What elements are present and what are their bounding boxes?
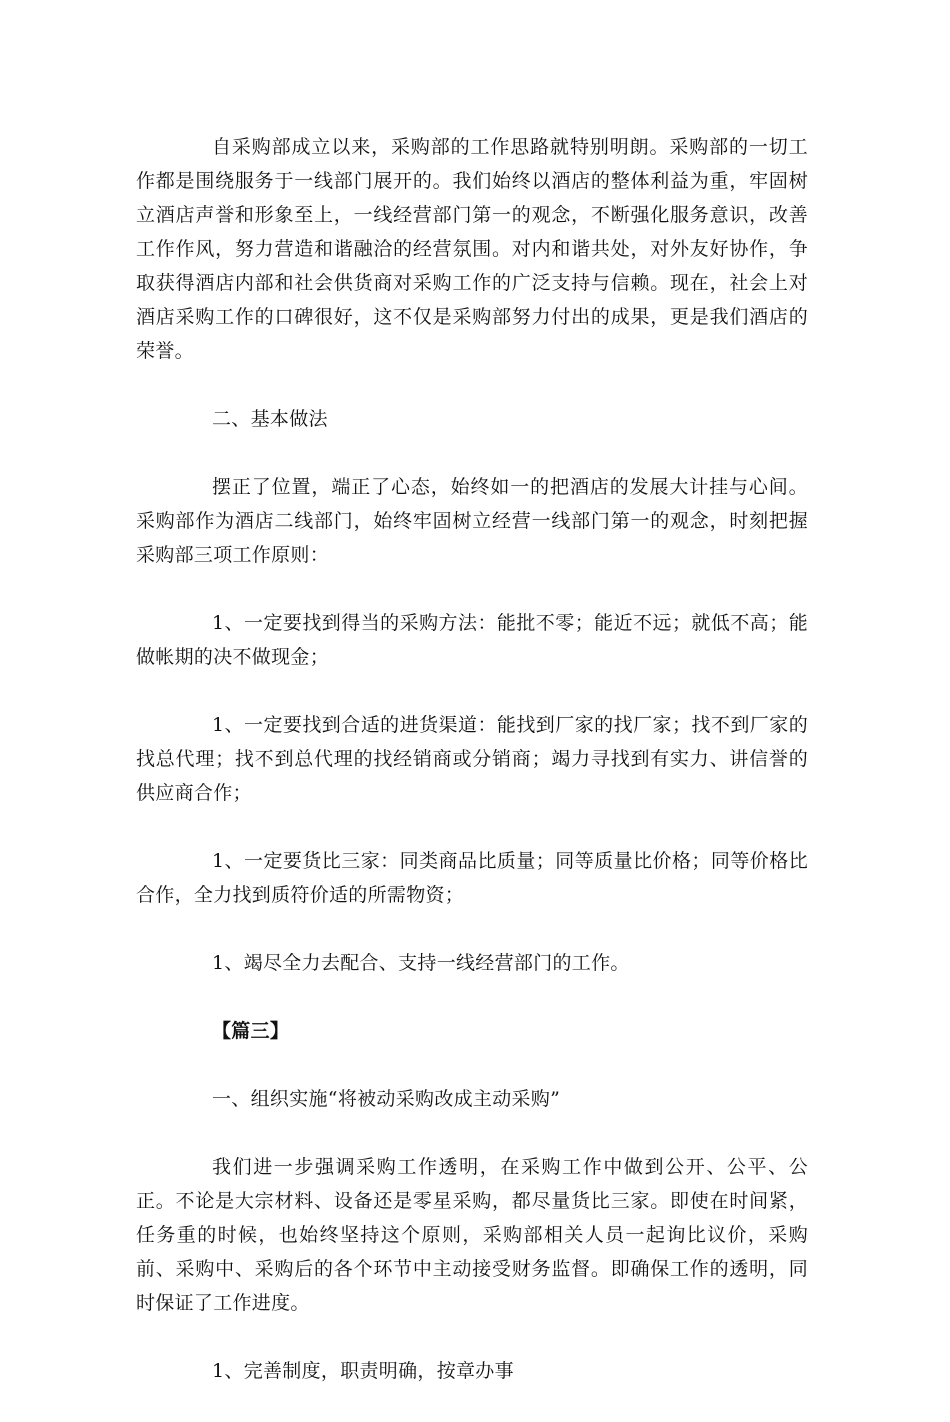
principles-intro-paragraph: 摆正了位置，端正了心态，始终如一的把酒店的发展大计挂与心间。采购部作为酒店二线部门，始终牢固树立经营一线部门第一的观念，时刻把握采购部三项工作原则： — [136, 476, 808, 566]
principle-item-compare-three: 1、一定要货比三家：同类商品比质量；同等质量比价格；同等价格比合作，全力找到质符价适的所需物资； — [136, 850, 808, 906]
principle-item-supply-channel: 1、一定要找到合适的进货渠道：能找到厂家的找厂家；找不到厂家的找总代理；找不到总代理的找经销商或分销商；竭力寻找到有实力、讲信誉的供应商合作； — [136, 714, 808, 804]
principle-item-support-frontline: 1、竭尽全力去配合、支持一线经营部门的工作。 — [212, 952, 630, 974]
intro-paragraph: 自采购部成立以来，采购部的工作思路就特别明朗。采购部的一切工作都是围绕服务于一线部门展开的。我们始终以酒店的整体利益为重，牢固树立酒店声誉和形象至上，一线经营部门第一的观念，不断强化服务意识，改善工作作风，努力营造和谐融洽的经营氛围。对内和谐共处，对外友好协作，争取获得酒店内部和社会供货商对采购工作的广泛支持与信赖。现在，社会上对酒店采购工作的口碑很好，这不仅是采购部努力付出的成果，更是我们酒店的荣誉。 — [136, 136, 808, 362]
subsection-heading-improve-system: 1、完善制度，职责明确，按章办事 — [212, 1360, 514, 1382]
section-heading-active-purchasing: 一、组织实施“将被动采购改成主动采购” — [212, 1088, 561, 1110]
principle-item-purchasing-method: 1、一定要找到得当的采购方法：能批不零；能近不远；就低不高；能做帐期的决不做现金； — [136, 612, 808, 668]
transparency-paragraph: 我们进一步强调采购工作透明，在采购工作中做到公开、公平、公正。不论是大宗材料、设备还是零星采购，都尽量货比三家。即使在时间紧，任务重的时候，也始终坚持这个原则，采购部相关人员一起询比议价，采购前、采购中、采购后的各个环节中主动接受财务监督。即确保工作的透明，同时保证了工作进度。 — [136, 1156, 808, 1314]
part-three-heading: 【篇三】 — [212, 1020, 290, 1042]
section-heading-basic-methods: 二、基本做法 — [212, 408, 328, 430]
document-body — [136, 130, 808, 1422]
